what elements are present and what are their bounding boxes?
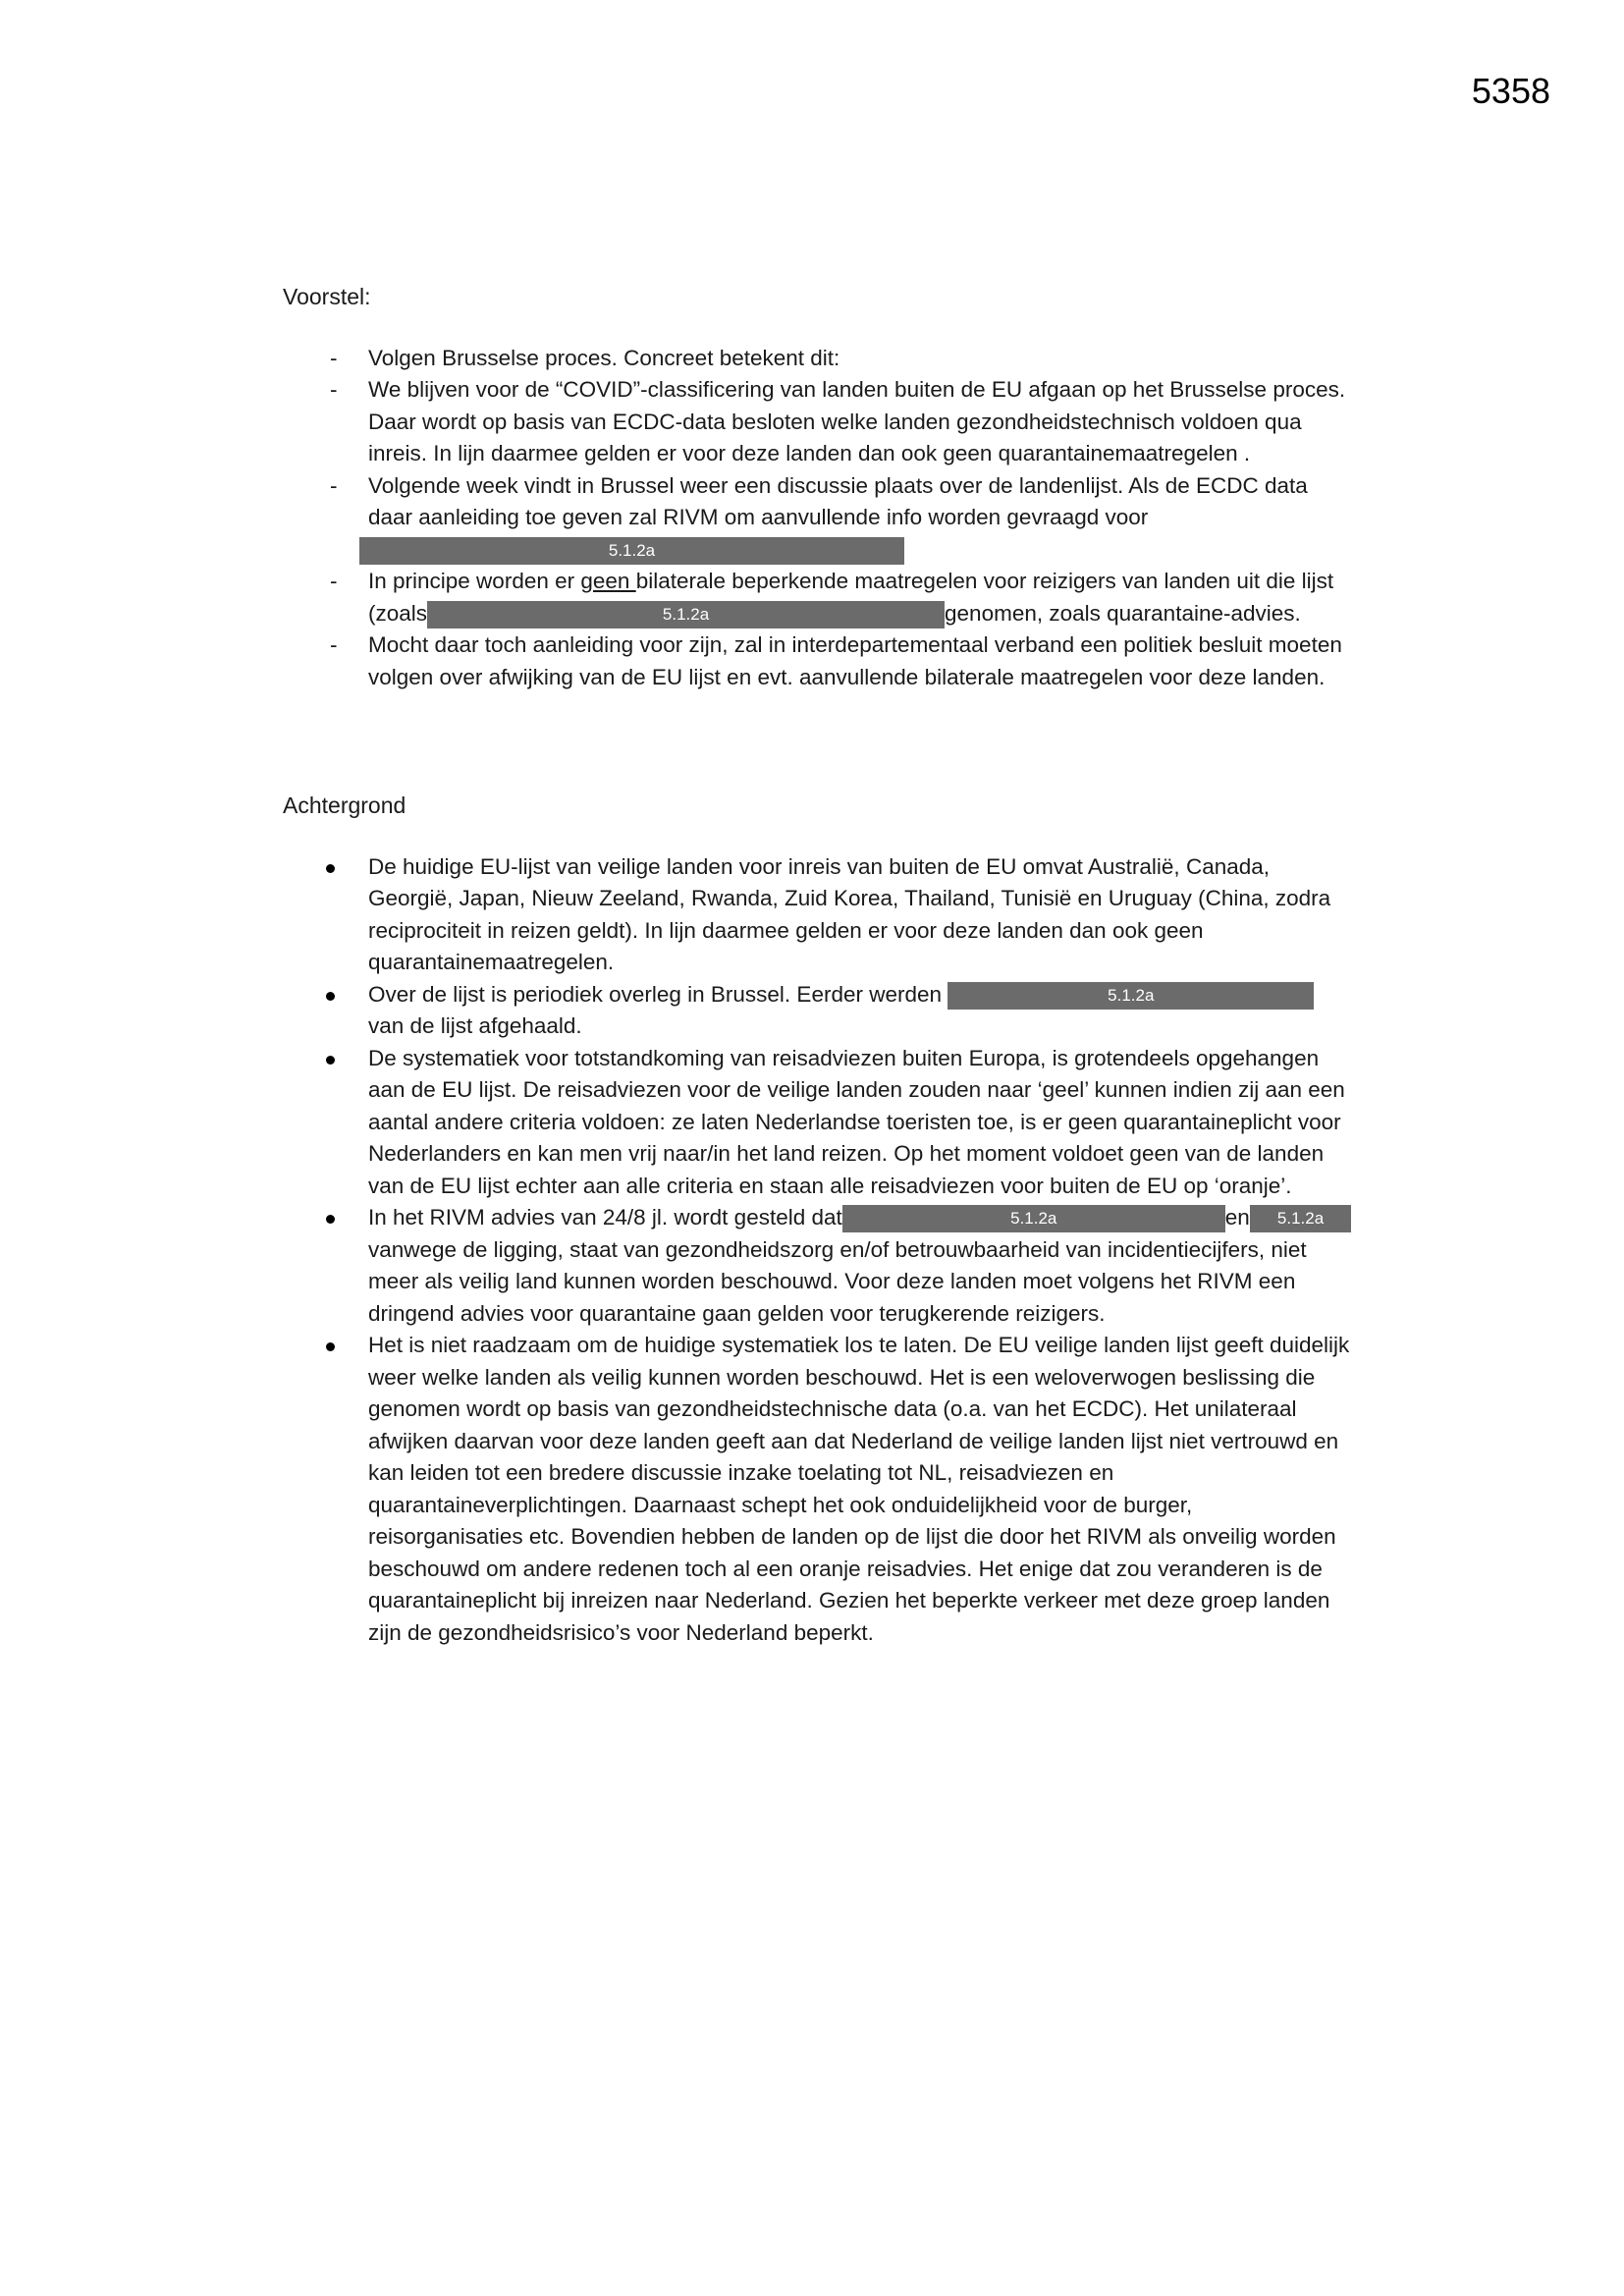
list-item-text: genomen, zoals quarantaine-advies. xyxy=(945,600,1301,626)
list-item-text: Mocht daar toch aanleiding voor zijn, zal in interdepartementaal verband een politiek besluit moeten volgen over afwijking van de EU lijst en evt. aanvullende bilaterale maatregelen voor deze landen. xyxy=(368,632,1342,689)
redaction-box: 5.1.2a xyxy=(947,982,1314,1010)
list-item xyxy=(283,343,1353,375)
page-number: 5358 xyxy=(1471,71,1550,111)
redaction-box: 5.1.2a xyxy=(427,601,945,629)
list-item-text: Volgen Brusselse proces. Concreet betekent dit: xyxy=(368,345,840,370)
list-item xyxy=(283,374,1353,470)
underlined-text: geen xyxy=(580,569,636,593)
list-item xyxy=(283,629,1353,693)
section-spacer xyxy=(283,693,1353,790)
voorstel-list xyxy=(283,343,1353,694)
list-item xyxy=(283,1330,1353,1649)
list-item-text: We blijven voor de “COVID”-classificering van landen buiten de EU afgaan op het Brusselse proces. Daar wordt op basis van ECDC-data besloten welke landen gezondheidstechnisch voldoen qua inreis. In lijn daarmee gelden er voor deze landen dan ook geen quarantainemaatregelen . xyxy=(368,377,1346,465)
list-item-text: In principe worden er xyxy=(368,569,581,593)
list-item xyxy=(283,470,1353,567)
list-item xyxy=(283,979,1353,1043)
list-item-text: In het RIVM advies van 24/8 jl. wordt gesteld dat xyxy=(368,1205,842,1230)
section-heading-voorstel: Voorstel: xyxy=(283,284,371,309)
list-item-text: Volgende week vindt in Brussel weer een discussie plaats over de landenlijst. Als de ECDC data daar aanleiding toe geven zal RIVM om aanvullende info worden gevraagd voor xyxy=(368,472,1308,529)
achtergrond-list xyxy=(283,851,1353,1650)
list-item xyxy=(283,566,1353,629)
list-item-text: van de lijst afgehaald. xyxy=(368,1013,582,1038)
list-item xyxy=(283,851,1353,979)
list-item-text: Het is niet raadzaam om de huidige systematiek los te laten. De EU veilige landen lijst geeft duidelijk weer welke landen als veilig kunnen worden beschouwd. Het is een weloverwogen beslissing die genomen wordt op basis van gezondheidstechnische data (o.a. van het ECDC). Het unilateraal afwijken daarvan voor deze landen geeft aan dat Nederland de veilige landen lijst niet vertrouwd en kan leiden tot een bredere discussie inzake toelating tot NL, reisadviezen en quarantaineverplichtingen. Daarnaast schept het ook onduidelijkheid voor de burger, reisorganisaties etc. Bovendien hebben de landen op de lijst die door het RIVM als onveilig worden beschouwd om andere redenen toch al een oranje reisadvies. Het enige dat zou veranderen is de quarantaineplicht bij inreizen naar Nederland. Gezien het beperkte verkeer met deze groep landen zijn de gezondheidsrisico’s voor Nederland beperkt. xyxy=(368,1333,1350,1645)
list-item xyxy=(283,1043,1353,1203)
section-heading-achtergrond: Achtergrond xyxy=(283,793,406,818)
list-item-text: vanwege de ligging, staat van gezondheidszorg en/of betrouwbaarheid van incidentiecijfers, niet meer als veilig land kunnen worden beschouwd. Voor deze landen moet volgens het RIVM een dringend advies voor quarantaine gaan gelden voor terugkerende reizigers. xyxy=(368,1236,1307,1326)
list-item xyxy=(283,1202,1353,1330)
list-item-text: Over de lijst is periodiek overleg in Brussel. Eerder werden xyxy=(368,981,943,1007)
document-body xyxy=(283,281,1353,1649)
list-item-text: en xyxy=(1224,1205,1250,1230)
list-item-text: De huidige EU-lijst van veilige landen voor inreis van buiten de EU omvat Australië, Canada, Georgië, Japan, Nieuw Zeeland, Rwanda, Zuid Korea, Thailand, Tunisië en Uruguay (China, zodra reciprociteit in reizen geldt). In lijn daarmee gelden er voor deze landen dan ook geen quarantainemaatregelen. xyxy=(368,853,1331,974)
list-item-text: De systematiek voor totstandkoming van reisadviezen buiten Europa, is grotendeels opgehangen aan de EU lijst. De reisadviezen voor de veilige landen zouden naar ‘geel’ kunnen indien zij aan een aantal andere criteria voldoen: ze laten Nederlandse toeristen toe, is er geen quarantaineplicht voor Nederlanders en kan men vrij naar/in het land reizen. Op het moment voldoet geen van de landen van de EU lijst echter aan alle criteria en staan alle reisadviezen voor buiten de EU op ‘oranje’. xyxy=(368,1045,1345,1198)
redaction-box: 5.1.2a xyxy=(359,537,904,565)
redaction-box: 5.1.2a xyxy=(842,1205,1225,1232)
list-item-text: bilaterale beperkende maatregelen voor reizigers van landen uit die lijst (zoals xyxy=(368,569,1334,626)
redaction-box: 5.1.2a xyxy=(1250,1205,1351,1232)
